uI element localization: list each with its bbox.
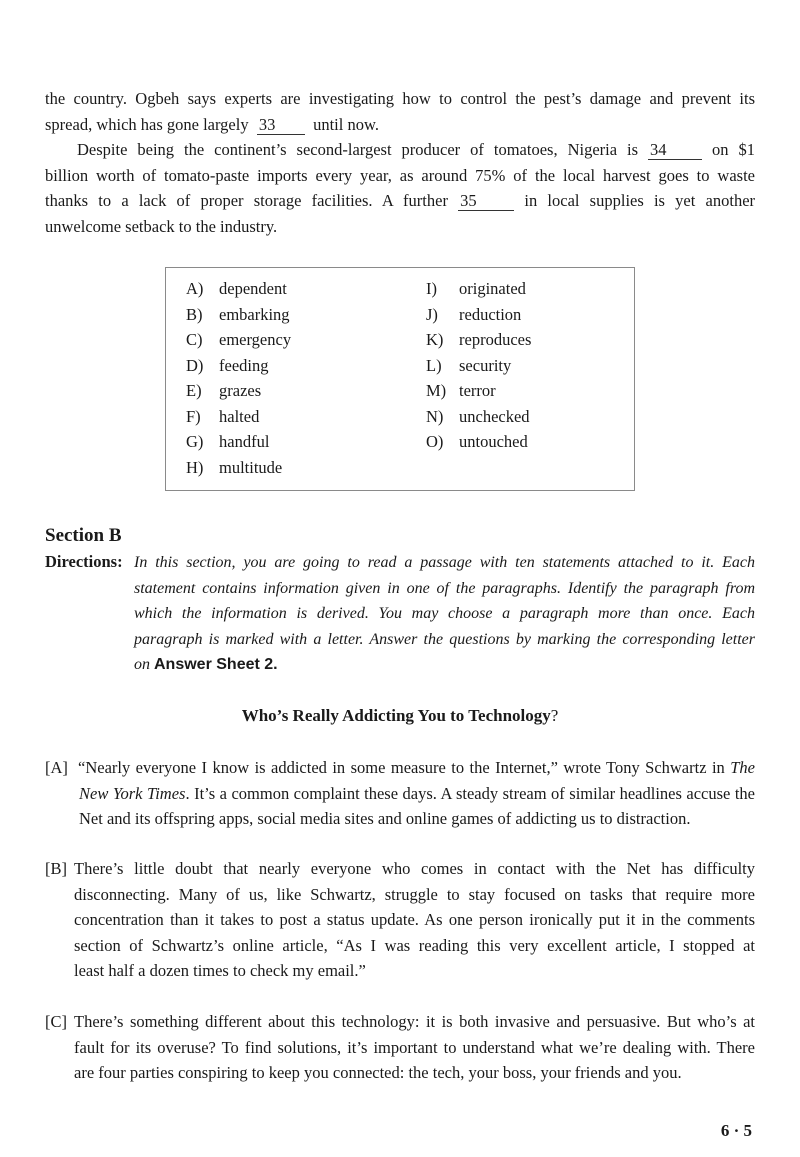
option-l: L) security (426, 355, 512, 375)
intro-line-2: spread, which has gone largely 33 until now. (45, 114, 379, 134)
directions-line: which the information is derived. You may choose a paragraph more than once. Each (134, 605, 755, 623)
option-m: M) terror (426, 381, 496, 400)
option-e: E) grazes (186, 381, 262, 400)
paragraph-label: [C] (45, 1012, 67, 1031)
option-n: N) unchecked (426, 406, 530, 426)
directions-text (134, 550, 755, 678)
blank-35[interactable]: 35 (458, 192, 514, 211)
passage-title: Who’s Really Addicting You to Technology? (241, 706, 559, 725)
blank-33[interactable]: 33 (257, 116, 305, 135)
section-b-heading: Section B (45, 525, 122, 546)
para-b-line: least half a dozen times to check my email.” (74, 961, 366, 981)
paragraph-a-body-cont (79, 781, 755, 832)
para2-line-1: Despite being the continent’s second-largest producer of tomatoes, Nigeria is 34 on $1 (77, 140, 755, 159)
answer-sheet-ref: Answer Sheet 2. (154, 656, 278, 674)
para-b-line: section of Schwartz’s online article, “As I was reading this very excellent article, I stopped at (74, 935, 755, 955)
directions-line: on Answer Sheet 2. (134, 656, 278, 674)
para-c-line: There’s something different about this technology: it is both invasive and persuasive. But who’s at (74, 1012, 755, 1031)
para-a-line-3: Net and its offspring apps, social media sites and online games of addicting us to distraction. (79, 809, 691, 829)
directions-line: paragraph is marked with a letter. Answer the questions by marking the corresponding letter (134, 630, 755, 648)
paragraph-2 (45, 137, 755, 239)
option-f: F) halted (186, 406, 260, 426)
para-b-line: disconnecting. Many of us, like Schwartz, struggle to stay focused on tasks that require more (74, 884, 755, 904)
directions-label: Directions: (45, 552, 123, 571)
intro-line-1: the country. Ogbeh says experts are investigating how to control the pest’s damage and prevent its (45, 89, 755, 108)
option-c: C) emergency (186, 330, 292, 349)
para-b-line: There’s little doubt that nearly everyone who comes in contact with the Net has difficulty (74, 859, 755, 878)
option-h: H) multitude (186, 457, 283, 477)
directions-line: In this section, you are going to read a passage with ten statements attached to it. Each (134, 554, 755, 571)
blank-34[interactable]: 34 (648, 141, 702, 160)
paragraph-a-body (78, 755, 755, 781)
word-bank-box (165, 267, 635, 491)
option-a: A) dependent (186, 279, 287, 298)
directions-line: statement contains information given in one of the paragraphs. Identify the paragraph from (134, 579, 755, 597)
option-d: D) feeding (186, 355, 269, 375)
option-b: B) embarking (186, 304, 290, 324)
option-k: K) reproduces (426, 330, 532, 349)
option-o: O) untouched (426, 432, 528, 451)
para-a-line-2: New York Times. It’s a common complaint these days. A steady stream of similar headlines accuse the (79, 783, 755, 803)
option-i: I) originated (426, 279, 526, 298)
paragraph-label: [A] (45, 758, 68, 777)
paragraph-c-body (74, 1009, 755, 1086)
intro-paragraph (45, 86, 755, 137)
para-c-line: are four parties conspiring to keep you connected: the tech, your boss, your friends and you. (74, 1063, 682, 1083)
option-g: G) handful (186, 432, 270, 451)
paragraph-b-body (74, 856, 755, 984)
para-b-line: concentration than it takes to post a status update. As one person ironically put it in the comments (74, 910, 755, 930)
para-c-line: fault for its overuse? To find solutions, it’s important to understand what we’re dealing with. There (74, 1037, 755, 1057)
para2-line-2: billion worth of tomato-paste imports every year, as around 75% of the local harvest goes to waste (45, 165, 755, 185)
option-j: J) reduction (426, 304, 522, 324)
para2-line-4: unwelcome setback to the industry. (45, 216, 278, 236)
para-a-line-1: “Nearly everyone I know is addicted in some measure to the Internet,” wrote Tony Schwartz in The (78, 758, 755, 777)
paragraph-label: [B] (45, 859, 67, 878)
page-number: 6 · 5 (720, 1121, 752, 1140)
para2-line-3: thanks to a lack of proper storage facilities. A further 35 in local supplies is yet another (45, 191, 756, 211)
